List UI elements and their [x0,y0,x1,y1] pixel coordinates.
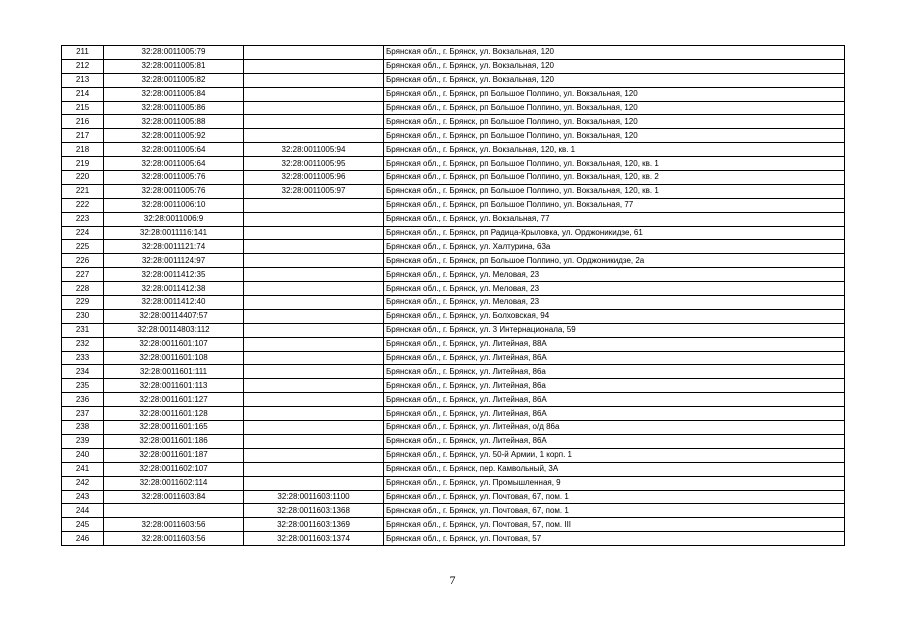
row-number-cell: 240 [62,448,104,462]
row-number-cell: 231 [62,323,104,337]
cadastral-number-cell: 32:28:0011116:141 [104,226,244,240]
cadastral-number-cell: 32:28:0011601:111 [104,365,244,379]
address-cell: Брянская обл., г. Брянск, рп Большое Полпино, ул. Вокзальная, 120, кв. 2 [384,171,845,185]
table-row [62,268,845,282]
address-cell: Брянская обл., г. Брянск, ул. Болховская, 94 [384,309,845,323]
row-number-cell: 223 [62,212,104,226]
table-row [62,73,845,87]
cadastral-number-cell: 32:28:0011412:35 [104,268,244,282]
table-row [62,407,845,421]
address-cell: Брянская обл., г. Брянск, ул. Меловая, 23 [384,268,845,282]
row-number-cell: 219 [62,157,104,171]
row-number-cell: 226 [62,254,104,268]
object-cadastral-number-cell [244,309,384,323]
table-row [62,323,845,337]
address-cell: Брянская обл., г. Брянск, ул. Литейная, о/д 86а [384,421,845,435]
table-row [62,337,845,351]
object-cadastral-number-cell [244,129,384,143]
cadastral-number-cell: 32:28:0011121:74 [104,240,244,254]
object-cadastral-number-cell [244,421,384,435]
row-number-cell: 217 [62,129,104,143]
table-row [62,171,845,185]
address-cell: Брянская обл., г. Брянск, рп Большое Полпино, ул. Вокзальная, 120 [384,129,845,143]
cadastral-number-cell: 32:28:0011006:9 [104,212,244,226]
row-number-cell: 213 [62,73,104,87]
address-cell: Брянская обл., г. Брянск, ул. Вокзальная, 120 [384,59,845,73]
table-row [62,101,845,115]
cadastral-number-cell: 32:28:0011005:82 [104,73,244,87]
address-cell: Брянская обл., г. Брянск, ул. Вокзальная, 77 [384,212,845,226]
row-number-cell: 227 [62,268,104,282]
address-cell: Брянская обл., г. Брянск, ул. Вокзальная, 120 [384,46,845,60]
row-number-cell: 241 [62,462,104,476]
row-number-cell: 230 [62,309,104,323]
cadastral-number-cell: 32:28:0011601:127 [104,393,244,407]
object-cadastral-number-cell [244,393,384,407]
object-cadastral-number-cell [244,226,384,240]
table-row [62,490,845,504]
object-cadastral-number-cell [244,365,384,379]
address-cell: Брянская обл., г. Брянск, ул. 3 Интернационала, 59 [384,323,845,337]
cadastral-number-cell: 32:28:0011005:64 [104,143,244,157]
object-cadastral-number-cell [244,323,384,337]
address-cell: Брянская обл., г. Брянск, рп Большое Полпино, ул. Вокзальная, 120, кв. 1 [384,184,845,198]
row-number-cell: 234 [62,365,104,379]
row-number-cell: 243 [62,490,104,504]
address-cell: Брянская обл., г. Брянск, ул. Почтовая, 67, пом. 1 [384,504,845,518]
table-row [62,254,845,268]
table-row [62,184,845,198]
address-cell: Брянская обл., г. Брянск, ул. Промышленная, 9 [384,476,845,490]
row-number-cell: 224 [62,226,104,240]
row-number-cell: 235 [62,379,104,393]
table-row [62,282,845,296]
table-row [62,226,845,240]
object-cadastral-number-cell [244,59,384,73]
object-cadastral-number-cell [244,337,384,351]
address-cell: Брянская обл., г. Брянск, рп Радица-Крыловка, ул. Орджоникидзе, 61 [384,226,845,240]
object-cadastral-number-cell [244,407,384,421]
address-cell: Брянская обл., г. Брянск, ул. Меловая, 23 [384,282,845,296]
address-cell: Брянская обл., г. Брянск, рп Большое Полпино, ул. Вокзальная, 77 [384,198,845,212]
object-cadastral-number-cell [244,448,384,462]
row-number-cell: 229 [62,296,104,310]
cadastral-number-cell: 32:28:0011602:107 [104,462,244,476]
table-row [62,421,845,435]
table-row [62,59,845,73]
row-number-cell: 246 [62,532,104,546]
row-number-cell: 225 [62,240,104,254]
table-row [62,476,845,490]
table-row [62,157,845,171]
table-row [62,393,845,407]
table-row [62,87,845,101]
row-number-cell: 236 [62,393,104,407]
cadastral-number-cell: 32:28:0011603:56 [104,518,244,532]
address-cell: Брянская обл., г. Брянск, ул. Литейная, 86А [384,407,845,421]
table-row [62,143,845,157]
cadastral-number-cell: 32:28:0011603:56 [104,532,244,546]
address-cell: Брянская обл., г. Брянск, ул. Литейная, 86а [384,379,845,393]
object-cadastral-number-cell: 32:28:0011603:1368 [244,504,384,518]
table-row [62,504,845,518]
cadastral-number-cell: 32:28:00114803:112 [104,323,244,337]
cadastral-number-cell: 32:28:0011412:38 [104,282,244,296]
address-cell: Брянская обл., г. Брянск, рп Большое Полпино, ул. Вокзальная, 120 [384,87,845,101]
cadastral-number-cell: 32:28:0011601:186 [104,434,244,448]
object-cadastral-number-cell [244,254,384,268]
address-cell: Брянская обл., г. Брянск, ул. Литейная, 86А [384,434,845,448]
cadastral-number-cell: 32:28:0011601:187 [104,448,244,462]
object-cadastral-number-cell [244,198,384,212]
object-cadastral-number-cell [244,268,384,282]
table-row [62,46,845,60]
cadastral-number-cell: 32:28:0011005:79 [104,46,244,60]
cadastral-number-cell: 32:28:0011005:88 [104,115,244,129]
object-cadastral-number-cell [244,87,384,101]
object-cadastral-number-cell: 32:28:0011603:1100 [244,490,384,504]
cadastral-number-cell: 32:28:0011601:113 [104,379,244,393]
table-row [62,462,845,476]
table-row [62,240,845,254]
page-number: 7 [449,573,456,587]
object-cadastral-number-cell [244,351,384,365]
cadastral-number-cell: 32:28:0011005:84 [104,87,244,101]
cadastral-number-cell: 32:28:0011601:107 [104,337,244,351]
cadastral-number-cell: 32:28:00114407:57 [104,309,244,323]
row-number-cell: 238 [62,421,104,435]
object-cadastral-number-cell: 32:28:0011005:94 [244,143,384,157]
address-cell: Брянская обл., г. Брянск, рп Большое Полпино, ул. Орджоникидзе, 2а [384,254,845,268]
cadastral-number-cell: 32:28:0011005:64 [104,157,244,171]
address-cell: Брянская обл., г. Брянск, рп Большое Полпино, ул. Вокзальная, 120, кв. 1 [384,157,845,171]
object-cadastral-number-cell: 32:28:0011603:1374 [244,532,384,546]
address-cell: Брянская обл., г. Брянск, ул. Литейная, 88А [384,337,845,351]
object-cadastral-number-cell [244,462,384,476]
object-cadastral-number-cell [244,434,384,448]
row-number-cell: 214 [62,87,104,101]
object-cadastral-number-cell: 32:28:0011005:96 [244,171,384,185]
table-row [62,129,845,143]
cadastral-number-cell: 32:28:0011603:84 [104,490,244,504]
cadastral-number-cell: 32:28:0011602:114 [104,476,244,490]
object-cadastral-number-cell [244,212,384,226]
row-number-cell: 216 [62,115,104,129]
object-cadastral-number-cell: 32:28:0011005:95 [244,157,384,171]
row-number-cell: 233 [62,351,104,365]
row-number-cell: 237 [62,407,104,421]
address-cell: Брянская обл., г. Брянск, рп Большое Полпино, ул. Вокзальная, 120 [384,101,845,115]
object-cadastral-number-cell [244,73,384,87]
row-number-cell: 215 [62,101,104,115]
table-row [62,198,845,212]
object-cadastral-number-cell [244,240,384,254]
address-cell: Брянская обл., г. Брянск, ул. Меловая, 23 [384,296,845,310]
address-cell: Брянская обл., г. Брянск, пер. Камвольный, 3А [384,462,845,476]
object-cadastral-number-cell: 32:28:0011603:1369 [244,518,384,532]
object-cadastral-number-cell: 32:28:0011005:97 [244,184,384,198]
address-cell: Брянская обл., г. Брянск, ул. 50-й Армии, 1 корп. 1 [384,448,845,462]
address-cell: Брянская обл., г. Брянск, ул. Литейная, 86а [384,365,845,379]
property-table [61,45,845,546]
address-cell: Брянская обл., г. Брянск, ул. Почтовая, 57 [384,532,845,546]
cadastral-number-cell: 32:28:0011005:92 [104,129,244,143]
row-number-cell: 212 [62,59,104,73]
table-row [62,115,845,129]
table-row [62,448,845,462]
cadastral-number-cell: 32:28:0011005:76 [104,171,244,185]
cadastral-number-cell: 32:28:0011412:40 [104,296,244,310]
cadastral-number-cell: 32:28:0011005:81 [104,59,244,73]
table-row [62,351,845,365]
object-cadastral-number-cell [244,476,384,490]
table-row [62,296,845,310]
cadastral-number-cell: 32:28:0011601:128 [104,407,244,421]
row-number-cell: 232 [62,337,104,351]
row-number-cell: 220 [62,171,104,185]
address-cell: Брянская обл., г. Брянск, ул. Вокзальная, 120 [384,73,845,87]
object-cadastral-number-cell [244,46,384,60]
row-number-cell: 228 [62,282,104,296]
cadastral-number-cell: 32:28:0011601:108 [104,351,244,365]
table-row [62,309,845,323]
row-number-cell: 242 [62,476,104,490]
address-cell: Брянская обл., г. Брянск, ул. Литейная, 86А [384,393,845,407]
property-table-body [62,46,845,546]
object-cadastral-number-cell [244,379,384,393]
cadastral-number-cell: 32:28:0011601:165 [104,421,244,435]
object-cadastral-number-cell [244,282,384,296]
table-row [62,434,845,448]
table-row [62,532,845,546]
row-number-cell: 221 [62,184,104,198]
table-row [62,365,845,379]
row-number-cell: 244 [62,504,104,518]
address-cell: Брянская обл., г. Брянск, ул. Почтовая, 67, пом. 1 [384,490,845,504]
table-row [62,518,845,532]
table-row [62,212,845,226]
object-cadastral-number-cell [244,115,384,129]
row-number-cell: 222 [62,198,104,212]
cadastral-number-cell [104,504,244,518]
row-number-cell: 239 [62,434,104,448]
object-cadastral-number-cell [244,296,384,310]
object-cadastral-number-cell [244,101,384,115]
address-cell: Брянская обл., г. Брянск, ул. Халтурина, 63а [384,240,845,254]
cadastral-number-cell: 32:28:0011005:86 [104,101,244,115]
row-number-cell: 218 [62,143,104,157]
address-cell: Брянская обл., г. Брянск, рп Большое Полпино, ул. Вокзальная, 120 [384,115,845,129]
table-row [62,379,845,393]
address-cell: Брянская обл., г. Брянск, ул. Вокзальная, 120, кв. 1 [384,143,845,157]
row-number-cell: 245 [62,518,104,532]
row-number-cell: 211 [62,46,104,60]
address-cell: Брянская обл., г. Брянск, ул. Почтовая, 57, пом. III [384,518,845,532]
cadastral-number-cell: 32:28:0011005:76 [104,184,244,198]
address-cell: Брянская обл., г. Брянск, ул. Литейная, 86А [384,351,845,365]
cadastral-number-cell: 32:28:0011124:97 [104,254,244,268]
cadastral-number-cell: 32:28:0011006:10 [104,198,244,212]
